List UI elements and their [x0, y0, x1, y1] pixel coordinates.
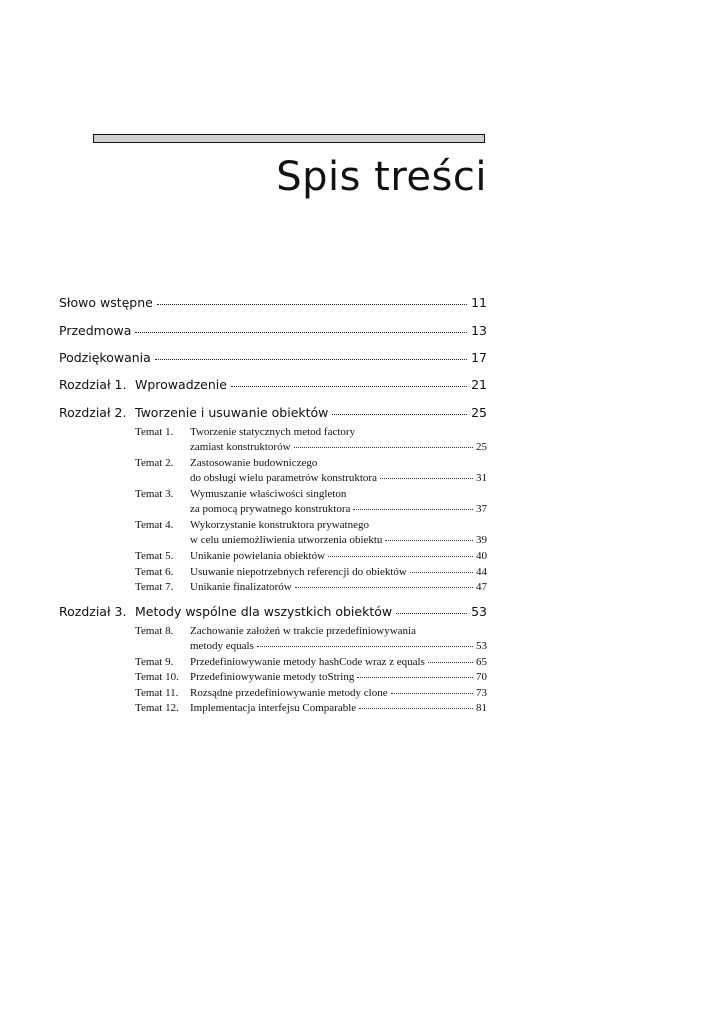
toc-entry-rozdzial-2[interactable]: [59, 405, 487, 420]
page-number: 39: [476, 534, 487, 546]
leader-dots: [328, 556, 473, 557]
page-number: 53: [476, 640, 487, 652]
topic-title-cont: do obsługi wielu parametrów konstruktora: [190, 472, 377, 484]
toc-topic-3[interactable]: [135, 488, 487, 500]
leader-dots: [257, 646, 473, 647]
toc-topic-2-cont[interactable]: [190, 472, 487, 484]
topic-title: Zachowanie założeń w trakcie przedefiniowywania: [190, 625, 416, 637]
leader-dots: [353, 509, 473, 510]
chapter-number: Rozdział 3.: [59, 604, 127, 619]
toc-entry-podziekowania[interactable]: [59, 350, 487, 365]
topic-title: Wykorzystanie konstruktora prywatnego: [190, 519, 369, 531]
topic-title-cont: metody equals: [190, 640, 254, 652]
page-number: 21: [471, 377, 487, 392]
toc-topic-2[interactable]: [135, 457, 487, 469]
toc-topic-10[interactable]: [135, 671, 487, 683]
toc-topic-1[interactable]: [135, 426, 487, 438]
topic-number: Temat 7.: [135, 581, 174, 593]
topic-title: Usuwanie niepotrzebnych referencji do obiektów: [190, 566, 407, 578]
topic-title-cont: za pomocą prywatnego konstruktora: [190, 503, 351, 515]
leader-dots: [295, 587, 473, 588]
leader-dots: [380, 478, 473, 479]
toc-entry-rozdzial-1[interactable]: [59, 377, 487, 392]
entry-label: Przedmowa: [59, 323, 132, 338]
page-number: 25: [476, 441, 487, 453]
toc-topic-8-cont[interactable]: [190, 640, 487, 652]
toc-topic-9[interactable]: [135, 656, 487, 668]
topic-title: Przedefiniowywanie metody hashCode wraz z equals: [190, 656, 425, 668]
entry-label: Słowo wstępne: [59, 295, 153, 310]
leader-dots: [135, 332, 467, 333]
topic-number: Temat 12.: [135, 702, 179, 714]
chapter-title: Wprowadzenie: [135, 377, 227, 392]
topic-number: Temat 1.: [135, 426, 174, 438]
toc-topic-8[interactable]: [135, 625, 487, 637]
toc-topic-11[interactable]: [135, 687, 487, 699]
page-number: 65: [476, 656, 487, 668]
toc-entry-slowo-wstepne[interactable]: [59, 295, 487, 310]
topic-number: Temat 9.: [135, 656, 174, 668]
page-number: 25: [471, 405, 487, 420]
chapter-title: Tworzenie i usuwanie obiektów: [135, 405, 329, 420]
page-number: 81: [476, 702, 487, 714]
topic-number: Temat 6.: [135, 566, 174, 578]
chapter-number: Rozdział 1.: [59, 377, 127, 392]
topic-title: Rozsądne przedefiniowywanie metody clone: [190, 687, 388, 699]
leader-dots: [332, 414, 467, 415]
toc-topic-5[interactable]: [135, 550, 487, 562]
topic-number: Temat 3.: [135, 488, 174, 500]
page-number: 11: [471, 295, 487, 310]
toc-topic-4[interactable]: [135, 519, 487, 531]
topic-title: Unikanie powielania obiektów: [190, 550, 326, 562]
page-number: 47: [476, 581, 487, 593]
toc-topic-3-cont[interactable]: [190, 503, 487, 515]
chapter-title: Metody wspólne dla wszystkich obiektów: [135, 604, 393, 619]
leader-dots: [294, 447, 473, 448]
page-number: 31: [476, 472, 487, 484]
title-rule: [93, 134, 485, 143]
leader-dots: [157, 304, 467, 305]
toc-topic-4-cont[interactable]: [190, 534, 487, 546]
topic-number: Temat 4.: [135, 519, 174, 531]
topic-title: Unikanie finalizatorów: [190, 581, 292, 593]
page-number: 13: [471, 323, 487, 338]
entry-label: Podziękowania: [59, 350, 151, 365]
page-number: 17: [471, 350, 487, 365]
topic-title: Tworzenie statycznych metod factory: [190, 426, 356, 438]
leader-dots: [391, 693, 473, 694]
leader-dots: [410, 572, 473, 573]
leader-dots: [155, 359, 467, 360]
leader-dots: [231, 386, 467, 387]
toc-topic-12[interactable]: [135, 702, 487, 714]
topic-title: Zastosowanie budowniczego: [190, 457, 318, 469]
topic-number: Temat 10.: [135, 671, 179, 683]
leader-dots: [428, 662, 473, 663]
leader-dots: [357, 677, 473, 678]
page-number: 40: [476, 550, 487, 562]
leader-dots: [385, 540, 473, 541]
topic-title: Wymuszanie właściwości singleton: [190, 488, 347, 500]
toc-entry-przedmowa[interactable]: [59, 323, 487, 338]
topic-number: Temat 8.: [135, 625, 174, 637]
chapter-number: Rozdział 2.: [59, 405, 127, 420]
leader-dots: [359, 708, 473, 709]
topic-number: Temat 5.: [135, 550, 174, 562]
leader-dots: [396, 613, 467, 614]
page-title: Spis treści: [276, 154, 487, 200]
toc-topic-1-cont[interactable]: [190, 441, 487, 453]
topic-title-cont: zamiast konstruktorów: [190, 441, 291, 453]
toc-topic-6[interactable]: [135, 566, 487, 578]
topic-number: Temat 2.: [135, 457, 174, 469]
page-number: 70: [476, 671, 487, 683]
page-number: 44: [476, 566, 487, 578]
page-number: 37: [476, 503, 487, 515]
page-number: 53: [471, 604, 487, 619]
topic-title: Implementacja interfejsu Comparable: [190, 702, 357, 714]
toc-entry-rozdzial-3[interactable]: [59, 604, 487, 619]
topic-title: Przedefiniowywanie metody toString: [190, 671, 355, 683]
topic-title-cont: w celu uniemożliwienia utworzenia obiektu: [190, 534, 383, 546]
topic-number: Temat 11.: [135, 687, 179, 699]
page-number: 73: [476, 687, 487, 699]
toc-topic-7[interactable]: [135, 581, 487, 593]
